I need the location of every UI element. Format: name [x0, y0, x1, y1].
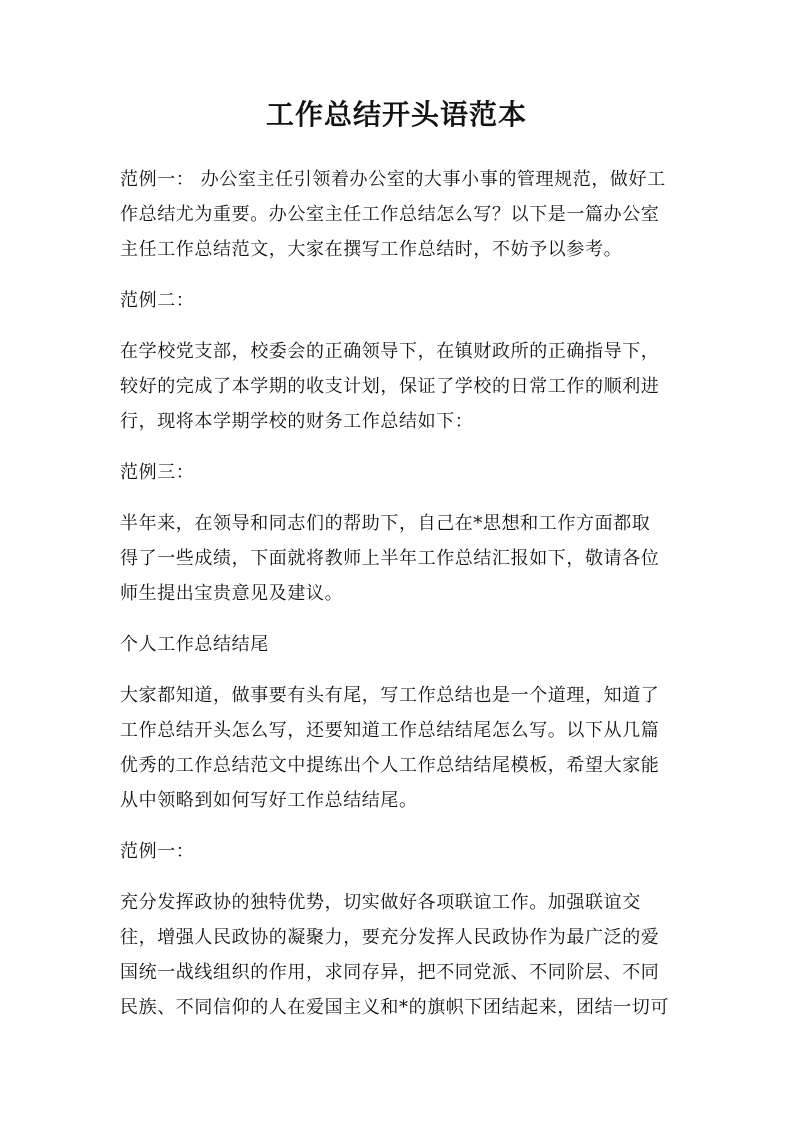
text-line: 大家都知道，做事要有头有尾，写工作总结也是一个道理，知道了 [120, 685, 660, 706]
text-line: 工作总结开头怎么写，还要知道工作总结结尾怎么写。以下从几篇 [120, 720, 660, 741]
section-label: 范例一： [120, 841, 195, 862]
text-line: 往，增强人民政协的凝聚力，要充分发挥人民政协作为最广泛的爱 [120, 927, 660, 948]
text-line: 较好的完成了本学期的收支计划，保证了学校的日常工作的顺利进 [120, 376, 660, 397]
section-label: 范例二： [120, 290, 195, 311]
text-line: 主任工作总结范文，大家在撰写工作总结时，不妨予以参考。 [120, 239, 623, 260]
text-line: 国统一战线组织的作用，求同存异，把不同党派、不同阶层、不同 [120, 962, 660, 983]
text-line: 民族、不同信仰的人在爱国主义和*的旗帜下团结起来，团结一切可 [120, 997, 669, 1018]
document-title: 工作总结开头语范本 [265, 98, 527, 131]
text-line: 充分发挥政协的独特优势，切实做好各项联谊工作。加强联谊交 [120, 892, 641, 913]
section-label: 范例三： [120, 462, 195, 483]
text-line: 从中领略到如何写好工作总结结尾。 [120, 790, 418, 811]
text-line: 范例一： 办公室主任引领着办公室的大事小事的管理规范，做好工 [120, 169, 666, 190]
text-line: 半年来，在领导和同志们的帮助下，自己在*思想和工作方面都取 [120, 513, 651, 534]
section-heading: 个人工作总结结尾 [120, 634, 269, 655]
text-line: 优秀的工作总结范文中提练出个人工作总结结尾模板，希望大家能 [120, 755, 660, 776]
text-line: 行，现将本学期学校的财务工作总结如下： [120, 411, 474, 432]
text-line: 作总结尤为重要。办公室主任工作总结怎么写？以下是一篇办公室 [120, 204, 660, 225]
text-line: 师生提出宝贵意见及建议。 [120, 583, 344, 604]
text-line: 得了一些成绩，下面就将教师上半年工作总结汇报如下，敬请各位 [120, 548, 660, 569]
text-line: 在学校党支部，校委会的正确领导下，在镇财政所的正确指导下， [120, 341, 660, 362]
